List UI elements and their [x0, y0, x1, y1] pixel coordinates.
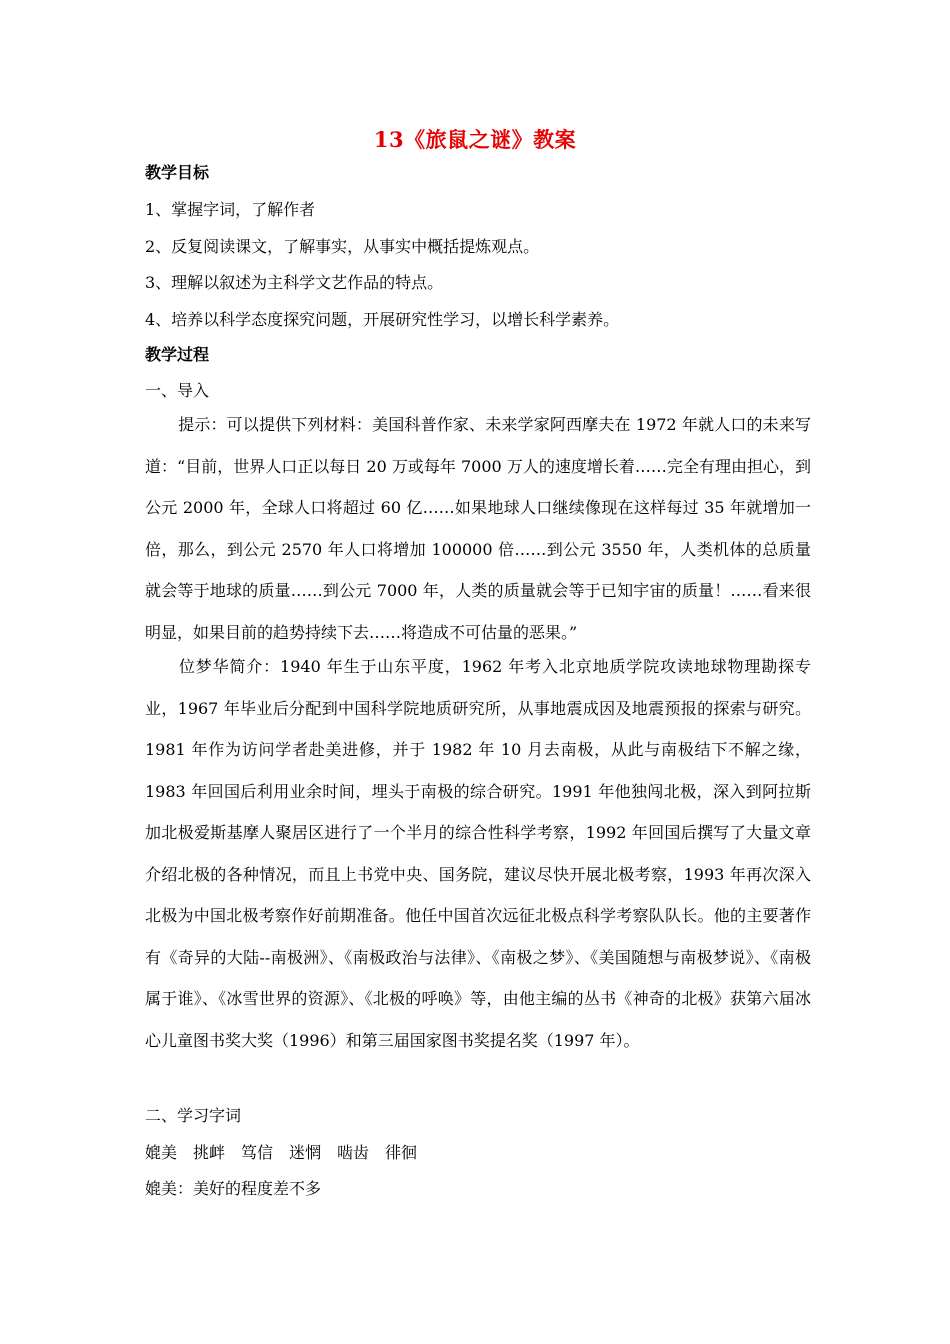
author-paragraph [145, 646, 811, 1061]
vocab-definition: 媲美：美好的程度差不多 [145, 1179, 322, 1198]
author-paragraph-text: 位梦华简介：1940 年生于山东平度，1962 年考入北京地质学院攻读地球物理勘探专业，1967 年毕业后分配到中国科学院地质研究所，从事地震成因及地震预报的探索与研究。1981 年作为访问学者赴美进修，并于 1982 年 10 月去南极，从此与南极结下不解之缘，1983 年回国后利用业余时间，埋头于南极的综合研究。1991 年他独闯北极，深入到阿拉斯加北极爱斯基摩人聚居区进行了一个半月的综合性科学考察，1992 年回国后撰写了大量文章介绍北极的各种情况，而且上书党中央、国务院，建议尽快开展北极考察，1993 年再次深入北极为中国北极考察作好前期准备。他任中国首次远征北极点科学考察队队长。他的主要著作有《奇异的大陆--南极洲》、《南极政治与法律》、《南极之梦》、《美国随想与南极梦说》、《南极属于谁》、《冰雪世界的资源》、《北极的呼唤》等，由他主编的丛书《神奇的北极》获第六届冰心儿童图书奖大奖（1996）和第三届国家图书奖提名奖（1997 年）。 [145, 657, 811, 1050]
intro-paragraph [145, 404, 811, 653]
goal-item: 3、理解以叙述为主科学文艺作品的特点。 [145, 273, 444, 292]
intro-paragraph-text: 提示：可以提供下列材料：美国科普作家、未来学家阿西摩夫在 1972 年就人口的未来写道：“目前，世界人口正以每日 20 万或每年 7000 万人的速度增长着……完全有理由担心，到公元 2000 年，全球人口将超过 60 亿……如果地球人口继续像现在这样每过 35 年就增加一倍，那么，到公元 2570 年人口将增加 100000 倍……到公元 3550 年，人类机体的总质量就会等于地球的质量……到公元 7000 年，人类的质量就会等于已知宇宙的质量！……看来很明显，如果目前的趋势持续下去……将造成不可估量的恶果。” [145, 415, 811, 642]
section-heading-goals: 教学目标 [145, 163, 210, 182]
goal-item: 2、反复阅读课文，了解事实，从事实中概括提炼观点。 [145, 237, 540, 256]
document-title: 13《旅鼠之谜》教案 [373, 127, 577, 152]
vocab-list: 媲美 挑衅 笃信 迷惘 啮齿 徘徊 [145, 1143, 418, 1162]
goal-item: 4、培养以科学态度探究问题，开展研究性学习，以增长科学素养。 [145, 310, 620, 329]
section-heading-process: 教学过程 [145, 345, 210, 364]
part-heading-vocab: 二、学习字词 [145, 1106, 242, 1125]
part-heading-intro: 一、导入 [145, 381, 210, 400]
goal-item: 1、掌握字词，了解作者 [145, 200, 316, 219]
